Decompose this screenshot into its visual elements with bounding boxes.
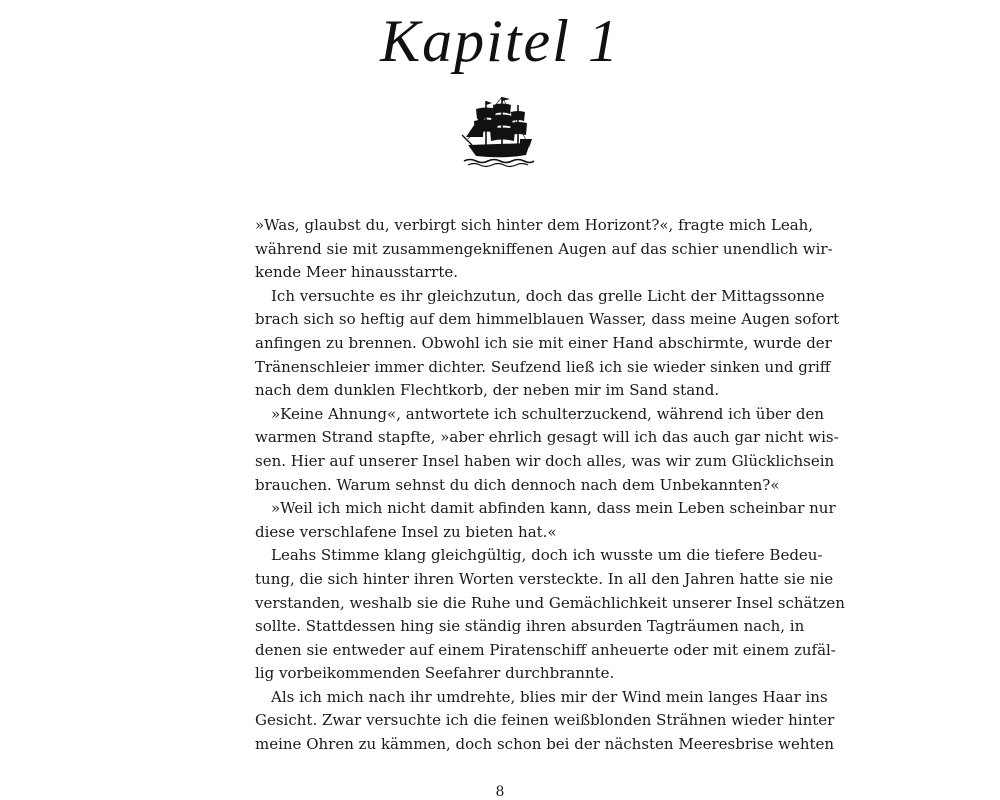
text-line: Als ich mich nach ihr umdrehte, blies mir der Wind mein langes Haar ins bbox=[271, 687, 828, 706]
text-line: »Was, glaubst du, verbirgt sich hinter dem Horizont?«, fragte mich Leah, bbox=[255, 216, 814, 234]
text-line: kende Meer hinausstarrte. bbox=[255, 263, 459, 282]
text-line: warmen Strand stapfte, »aber ehrlich gesagt will ich das auch gar nicht wis- bbox=[255, 428, 839, 447]
paragraph bbox=[255, 544, 845, 686]
paragraph bbox=[255, 285, 840, 403]
text-line: tung, die sich hinter ihren Worten versteckte. In all den Jahren hatte sie nie bbox=[255, 569, 834, 588]
page-number: 8 bbox=[495, 784, 505, 800]
chapter-body-text bbox=[255, 214, 845, 757]
text-line: Gesicht. Zwar versuchte ich die feinen weißblonden Strähnen wieder hinter bbox=[255, 711, 835, 730]
chapter-title: Kapitel 1 bbox=[380, 8, 620, 74]
text-line: Leahs Stimme klang gleichgültig, doch ich wusste um die tiefere Bedeu- bbox=[271, 546, 823, 565]
text-line: »Keine Ahnung«, antwortete ich schulterzuckend, während ich über den bbox=[271, 404, 825, 423]
paragraph bbox=[255, 214, 833, 285]
sailing-ship-icon bbox=[464, 95, 534, 167]
text-line: lig vorbeikommenden Seefahrer durchbrannte. bbox=[255, 664, 615, 683]
text-line: sollte. Stattdessen hing sie ständig ihren absurden Tagträumen nach, in bbox=[255, 617, 805, 636]
text-line: sen. Hier auf unserer Insel haben wir doch alles, was wir zum Glücklichsein bbox=[255, 451, 835, 470]
text-line: brach sich so heftig auf dem himmelblauen Wasser, dass meine Augen sofort bbox=[255, 310, 840, 329]
paragraph bbox=[255, 497, 836, 544]
text-line: denen sie entweder auf einem Piratenschiff anheuerte oder mit einem zufäl- bbox=[255, 640, 836, 659]
paragraph bbox=[255, 686, 835, 757]
text-line: anfingen zu brennen. Obwohl ich sie mit einer Hand abschirmte, wurde der bbox=[255, 333, 832, 352]
text-line: nach dem dunklen Flechtkorb, der neben mir im Sand stand. bbox=[255, 381, 720, 400]
text-line: während sie mit zusammengekniffenen Augen auf das schier unendlich wir- bbox=[255, 239, 833, 258]
text-line: brauchen. Warum sehnst du dich dennoch nach dem Unbekannten?« bbox=[255, 475, 780, 494]
text-line: meine Ohren zu kämmen, doch schon bei der nächsten Meeresbrise wehten bbox=[255, 735, 835, 754]
text-line: diese verschlafene Insel zu bieten hat.« bbox=[255, 522, 557, 541]
text-line: »Weil ich mich nicht damit abfinden kann, dass mein Leben scheinbar nur bbox=[271, 499, 836, 518]
text-line: verstanden, weshalb sie die Ruhe und Gemächlichkeit unserer Insel schätzen bbox=[255, 593, 845, 612]
paragraph bbox=[255, 403, 839, 497]
text-line: Ich versuchte es ihr gleichzutun, doch das grelle Licht der Mittagssonne bbox=[271, 286, 825, 305]
text-line: Tränenschleier immer dichter. Seufzend ließ ich sie wieder sinken und griff bbox=[255, 357, 831, 376]
